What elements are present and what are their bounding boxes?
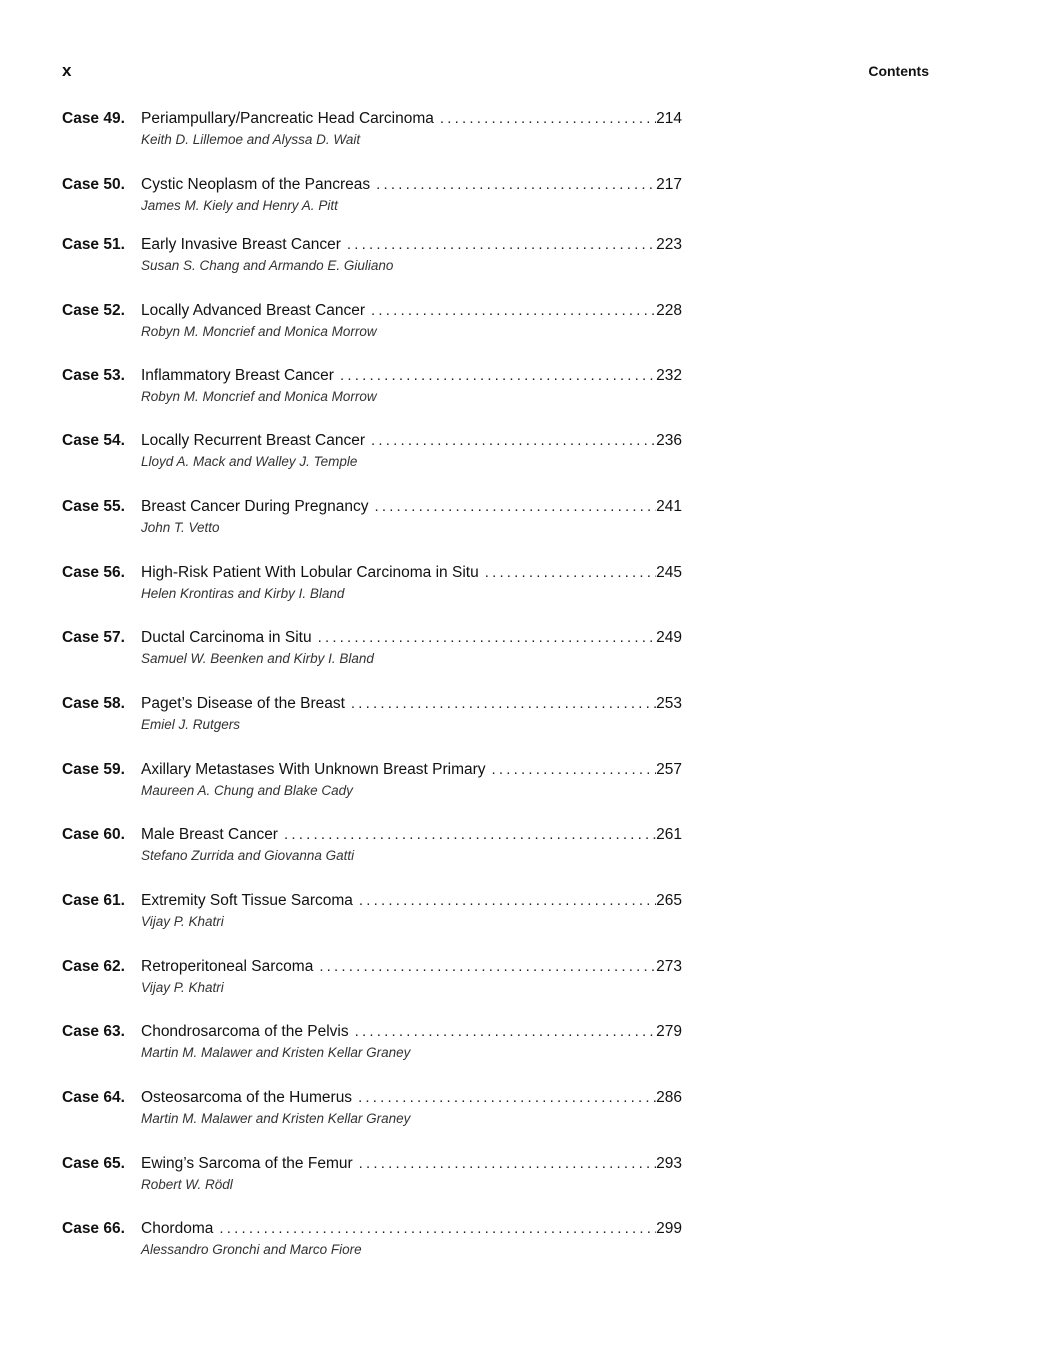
case-title[interactable]: Chondrosarcoma of the Pelvis [141,1023,349,1040]
case-number: Case 52. [62,302,125,319]
case-number: Case 51. [62,236,125,253]
case-title[interactable]: Paget’s Disease of the Breast [141,695,345,712]
case-number: Case 66. [62,1220,125,1237]
dot-leader [353,1155,656,1172]
dot-leader [334,367,656,384]
page-ref: 253 [656,695,682,712]
page-ref: 286 [656,1089,682,1106]
toc-entry[interactable] [62,958,682,1006]
running-header-title: Contents [868,63,929,79]
dot-leader [353,892,656,909]
case-number: Case 63. [62,1023,125,1040]
dot-leader [434,110,656,127]
page-ref: 249 [656,629,682,646]
case-title[interactable]: Cystic Neoplasm of the Pancreas [141,176,371,193]
case-authors: Martin M. Malawer and Kristen Kellar Graney [141,1045,411,1060]
case-number: Case 59. [62,761,125,778]
case-title[interactable]: Axillary Metastases With Unknown Breast Primary [141,761,486,778]
toc-entry[interactable] [62,236,682,284]
page-ref: 257 [656,761,682,778]
page-ref: 261 [656,826,682,843]
page-number: x [62,61,72,80]
page-ref: 241 [656,498,682,515]
toc-entry[interactable] [62,695,682,743]
case-authors: Emiel J. Rutgers [141,717,241,732]
toc-entry[interactable] [62,432,682,480]
toc-entry[interactable] [62,892,682,940]
case-number: Case 62. [62,958,125,975]
case-authors: Robyn M. Moncrief and Monica Morrow [141,324,377,339]
case-title[interactable]: Chordoma [141,1220,214,1237]
case-authors: Lloyd A. Mack and Walley J. Temple [141,454,358,469]
toc-entry[interactable] [62,176,682,224]
toc-entry[interactable] [62,110,682,158]
case-title[interactable]: Breast Cancer During Pregnancy [141,498,369,515]
dot-leader [479,564,656,581]
case-title[interactable]: High-Risk Patient With Lobular Carcinoma in Situ [141,564,479,581]
case-number: Case 60. [62,826,125,843]
case-authors: Keith D. Lillemoe and Alyssa D. Wait [141,132,361,147]
case-authors: Martin M. Malawer and Kristen Kellar Graney [141,1111,411,1126]
case-authors: Samuel W. Beenken and Kirby I. Bland [141,651,374,666]
case-title[interactable]: Retroperitoneal Sarcoma [141,958,314,975]
case-title[interactable]: Ewing’s Sarcoma of the Femur [141,1155,353,1172]
page-ref: 223 [656,236,682,253]
toc-entry[interactable] [62,761,682,809]
dot-leader [486,761,657,778]
page-ref: 265 [656,892,682,909]
case-number: Case 58. [62,695,125,712]
case-number: Case 55. [62,498,125,515]
case-title[interactable]: Locally Advanced Breast Cancer [141,302,366,319]
case-authors: James M. Kiely and Henry A. Pitt [141,198,338,213]
case-number: Case 61. [62,892,125,909]
case-title[interactable]: Locally Recurrent Breast Cancer [141,432,365,449]
dot-leader [213,1220,656,1237]
case-authors: Vijay P. Khatri [141,914,224,929]
case-number: Case 50. [62,176,125,193]
dot-leader [352,1089,656,1106]
page-ref: 273 [656,958,682,975]
page-ref: 214 [656,110,682,127]
dot-leader [345,695,656,712]
page-ref: 293 [656,1155,682,1172]
toc-entry[interactable] [62,1220,682,1268]
toc-entry[interactable] [62,629,682,677]
dot-leader [341,236,656,253]
case-authors: Vijay P. Khatri [141,980,224,995]
dot-leader [365,432,656,449]
case-number: Case 64. [62,1089,125,1106]
case-number: Case 56. [62,564,125,581]
case-title[interactable]: Male Breast Cancer [141,826,278,843]
case-title[interactable]: Early Invasive Breast Cancer [141,236,341,253]
page-ref: 232 [656,367,682,384]
case-title[interactable]: Osteosarcoma of the Humerus [141,1089,353,1106]
case-number: Case 65. [62,1155,125,1172]
page-ref: 217 [656,176,682,193]
toc-entry[interactable] [62,564,682,612]
toc-entry[interactable] [62,1023,682,1071]
case-number: Case 54. [62,432,125,449]
dot-leader [278,826,656,843]
case-title[interactable]: Extremity Soft Tissue Sarcoma [141,892,353,909]
case-number: Case 53. [62,367,125,384]
case-title[interactable]: Inflammatory Breast Cancer [141,367,334,384]
case-title[interactable]: Ductal Carcinoma in Situ [141,629,312,646]
case-title[interactable]: Periampullary/Pancreatic Head Carcinoma [141,110,434,127]
toc-entry[interactable] [62,1155,682,1203]
case-number: Case 49. [62,110,125,127]
toc-entry[interactable] [62,498,682,546]
case-authors: Robert W. Rödl [141,1177,233,1192]
case-authors: Susan S. Chang and Armando E. Giuliano [141,258,394,273]
case-authors: Maureen A. Chung and Blake Cady [141,783,353,798]
dot-leader [370,176,656,193]
case-authors: John T. Vetto [141,520,220,535]
toc-entry[interactable] [62,826,682,874]
page-ref: 299 [656,1220,682,1237]
dot-leader [313,958,656,975]
toc-entry[interactable] [62,302,682,350]
case-authors: Robyn M. Moncrief and Monica Morrow [141,389,377,404]
page-ref: 245 [656,564,682,581]
case-number: Case 57. [62,629,125,646]
case-authors: Stefano Zurrida and Giovanna Gatti [141,848,355,863]
dot-leader [312,629,657,646]
dot-leader [368,498,656,515]
page-ref: 236 [656,432,682,449]
page-ref: 279 [656,1023,682,1040]
dot-leader [365,302,656,319]
case-authors: Alessandro Gronchi and Marco Fiore [141,1242,362,1257]
dot-leader [349,1023,656,1040]
case-authors: Helen Krontiras and Kirby I. Bland [141,586,345,601]
toc-entry[interactable] [62,367,682,415]
page-ref: 228 [656,302,682,319]
toc-entry[interactable] [62,1089,682,1137]
